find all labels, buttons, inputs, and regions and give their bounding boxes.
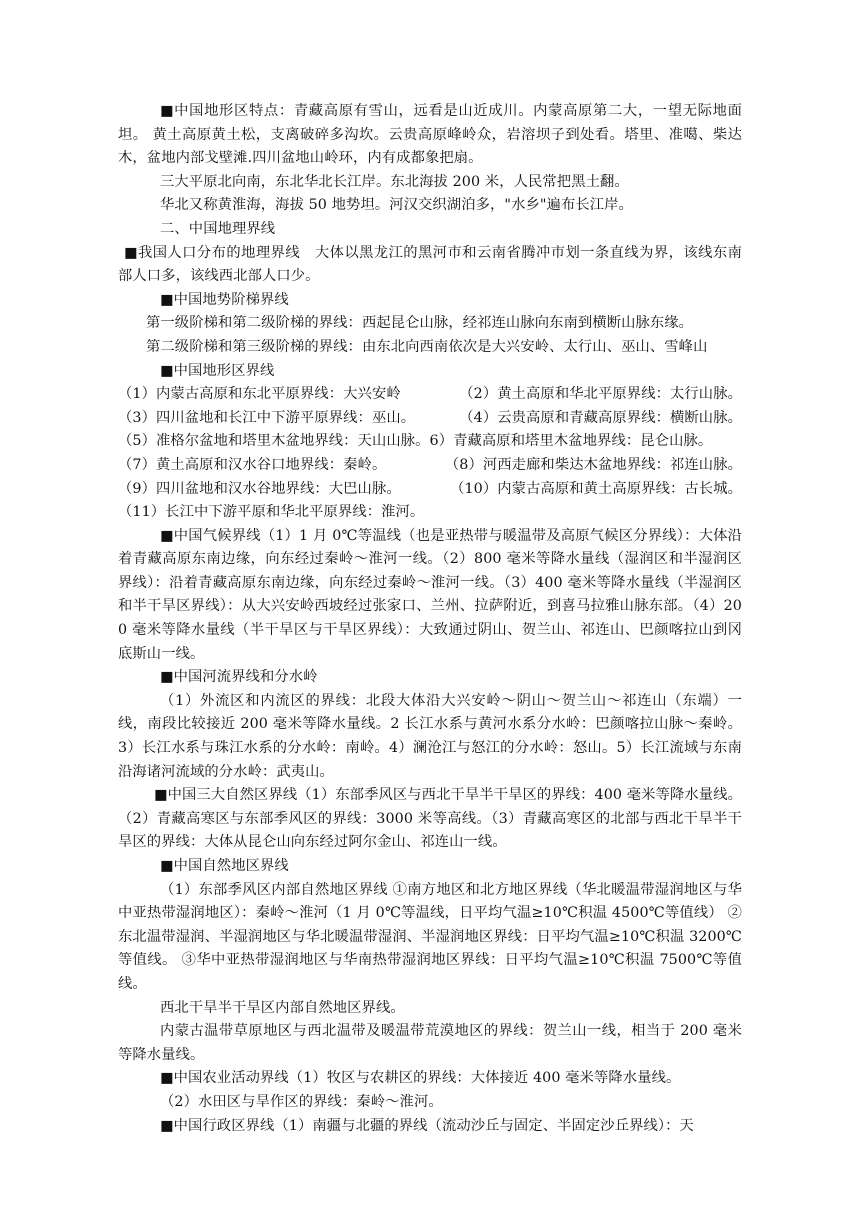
paragraph-population-line: ■我国人口分布的地理界线 大体以黑龙江的黑河市和云南省腾冲市划一条直线为界，该线东南部人口多，该线西北部人口少。 [118,244,742,285]
paragraph-landform-features: ■中国地形区特点：青藏高原有雪山，远看是山近成川。内蒙高原第二大，一望无际地面坦。 黄土高原黄土松，支离破碎多沟坎。云贵高原峰岭众，岩溶坝子到处看。塔里、准噶、柴达木，盆地内部戈壁滩.四川盆地山岭环，内有成都象把扇。 [118,103,742,167]
paragraph-climate-boundaries: ■中国气候界线（1）1 月 0℃等温线（也是亚热带与暖温带及高原气候区分界线）：大体沿着青藏高原东南边缘，向东经过秦岭～淮河一线。（2）800 毫米等降水量线（湿润区和半湿润区界线）：沿着青藏高原东南边缘，向东经过秦岭～淮河一线。（3）400 毫米等降水量线（半湿润区和半干旱区界线）：从大兴安岭西坡经过张家口、兰州、拉萨附近，到喜马拉雅山脉东部。（4）200 毫米等降水量线（半干旱区与干旱区界线）：大致通过阴山、贺兰山、祁连山、巴颜喀拉山到冈底斯山一线。 [118,527,742,662]
landform-item: （8）河西走廊和柴达木盆地界线：祁连山脉。 [444,456,742,473]
paragraph-river-boundaries: （1）外流区和内流区的界线：北段大体沿大兴安岭～阴山～贺兰山～祁连山（东端）一线，南段比较接近 200 毫米等降水量线。2 长江水系与黄河水系分水岭：巴颜喀拉山脉～秦岭。3）长江水系与珠江水系的分水岭：南岭。4）澜沧江与怒江的分水岭：怒山。5）长江流域与东南沿海诸河流域的分水岭：武夷山。 [118,692,742,780]
heading-terrain-steps: ■中国地势阶梯界线 [160,291,289,308]
landform-row [118,454,742,478]
landform-row [118,501,742,525]
heading-river-boundaries: ■中国河流界线和分水岭 [160,669,318,686]
paragraph-steps-1: 第一级阶梯和第二级阶梯的界线：西起昆仑山脉，经祁连山脉向东南到横断山脉东缘。 [146,315,694,332]
landform-item: （2）黄土高原和华北平原界线：太行山脉。 [459,386,742,403]
paragraph-natural-regions: （1）东部季风区内部自然地区界线 ①南方地区和北方地区界线（华北暖温带湿润地区与华中亚热带湿润地区）：秦岭～淮河（1 月 0℃等温线，日平均气温≥10℃积温 4500℃等值线） ② 东北温带湿润、半湿润地区与华北暖温带湿润、半湿润地区界线：日平均气温≥10℃积温 3200℃等值线。 ③华中亚热带湿润地区与华南热带湿润地区界线：日平均气温≥10℃积温 7500℃等值线。 [118,881,742,992]
heading-landform-boundaries: ■中国地形区界线 [160,362,275,379]
landform-row [118,430,742,454]
landform-item: （10）内蒙古高原和黄土高原界线：古长城。 [450,480,742,497]
landform-item: （4）云贵高原和青藏高原界线：横断山脉。 [459,409,742,426]
section-heading-boundaries: 二、中国地理界线 [160,220,276,237]
landform-boundary-list [118,383,742,525]
paragraph-agriculture-1: ■中国农业活动界线（1）牧区与农耕区的界线：大体接近 400 毫米等降水量线。 [160,1070,681,1087]
landform-row [118,478,742,502]
landform-item: （11）长江中下游平原和华北平原界线：淮河。 [118,504,425,521]
paragraph-inner-mongolia: 内蒙古温带草原地区与西北温带及暖温带荒漠地区的界线：贺兰山一线，相当于 200 毫米等降水量线。 [118,1023,742,1063]
landform-row [118,383,742,407]
paragraph-plains: 三大平原北向南，东北华北长江岸。东北海拔 200 米，人民常把黑土翻。 [160,173,629,190]
heading-natural-regions: ■中国自然地区界线 [160,858,289,874]
paragraph-administrative: ■中国行政区界线（1）南疆与北疆的界线（流动沙丘与固定、半固定沙丘界线）：天 [160,1117,694,1134]
landform-item: （1）内蒙古高原和东北平原界线：大兴安岭 [118,386,401,403]
paragraph-northwest-arid: 西北干旱半干旱区内部自然地区界线。 [160,999,405,1016]
document-page [118,100,742,1138]
paragraph-north-china: 华北又称黄淮海，海拔 50 地势坦。河汉交织湖泊多，"水乡"遍布长江岸。 [160,197,633,214]
paragraph-three-natural-regions: ■中国三大自然区界线（1）东部季风区与西北干旱半干旱区的界线：400 毫米等降水量线。（2）青藏高寒区与东部季风区的界线：3000 米等高线。（3）青藏高寒区的北部与西北干旱半干旱区的界线：大体从昆仑山向东经过阿尔金山、祁连山一线。 [118,787,742,851]
paragraph-agriculture-2: （2）水田区与旱作区的界线：秦岭～淮河。 [160,1093,443,1110]
landform-row [118,407,742,431]
landform-item: （9）四川盆地和汉水谷地界线：大巴山脉。 [118,480,401,497]
landform-item: （5）准格尔盆地和塔里木盆地界线：天山山脉。6）青藏高原和塔里木盆地界线：昆仑山脉。 [118,433,713,450]
landform-item: （7）黄土高原和汉水谷口地界线：秦岭。 [118,456,387,473]
paragraph-steps-2: 第二级阶梯和第三级阶梯的界线：由东北向西南依次是大兴安岭、太行山、巫山、雪峰山 [146,338,708,355]
landform-item: （3）四川盆地和长江中下游平原界线：巫山。 [118,409,416,426]
